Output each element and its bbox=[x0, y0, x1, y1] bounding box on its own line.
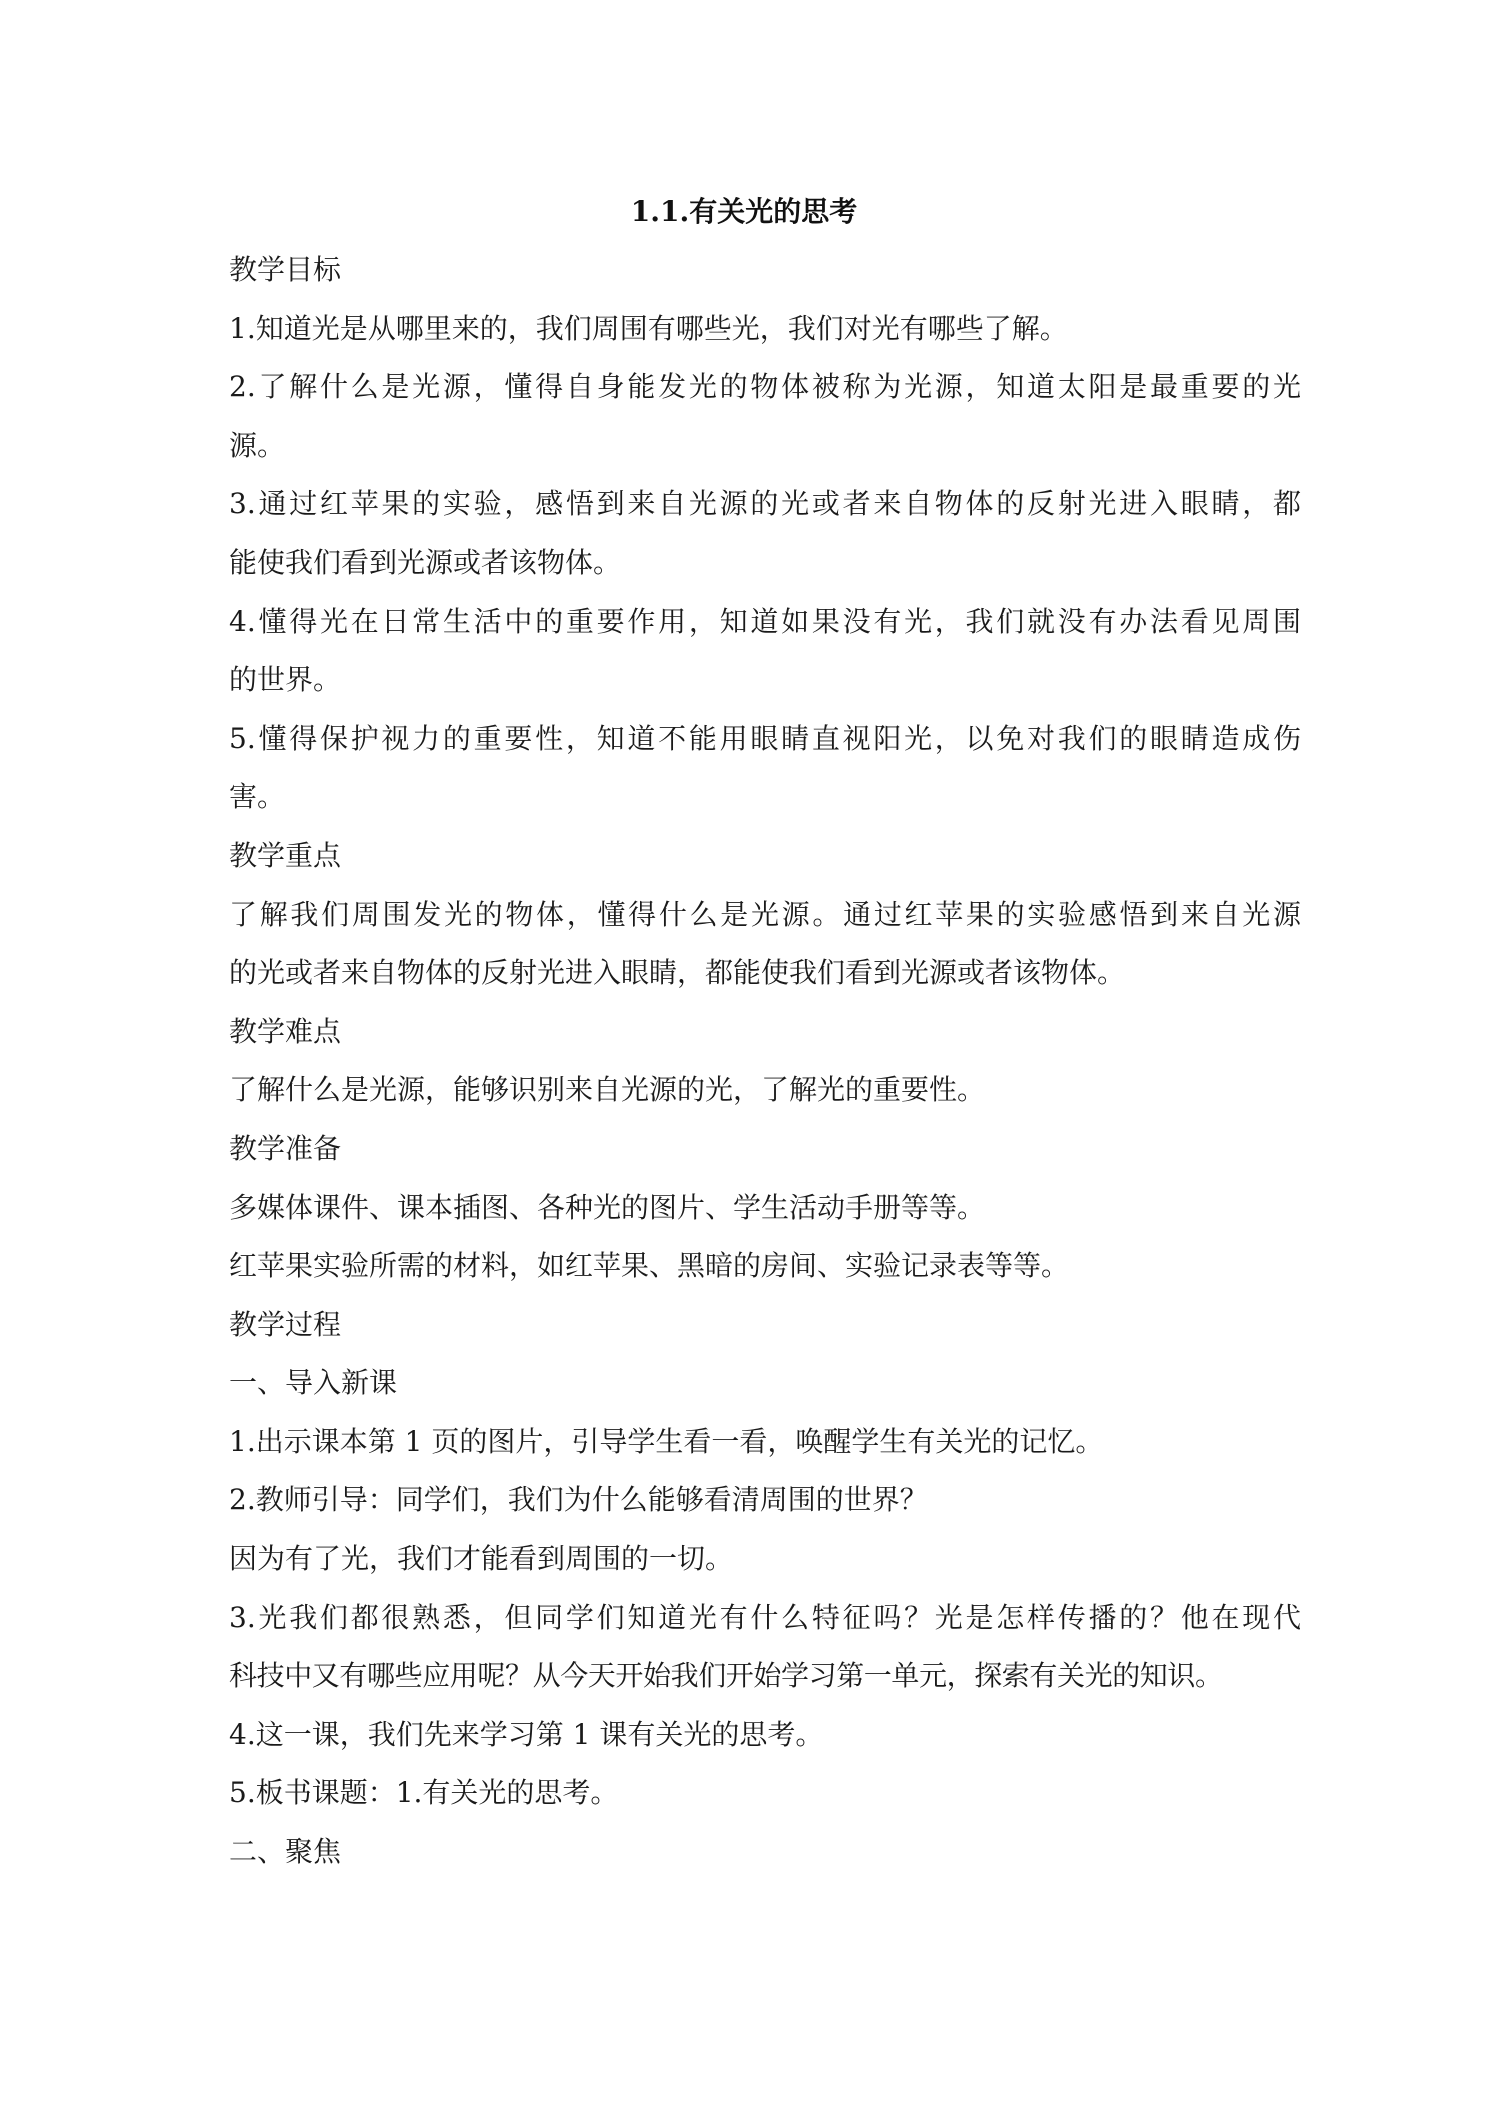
preparation-item-1: 多媒体课件、课本插图、各种光的图片、学生活动手册等等。 bbox=[229, 1190, 986, 1224]
objective-4-line-2: 的世界。 bbox=[229, 663, 342, 697]
document-title: 1.1.有关光的思考 bbox=[630, 195, 858, 228]
preparation-item-2: 红苹果实验所需的材料，如红苹果、黑暗的房间、实验记录表等等。 bbox=[229, 1249, 1070, 1283]
objective-3-line-1: 3.通过红苹果的实验，感悟到来自光源的光或者来自物体的反射光进入眼睛，都 bbox=[229, 487, 1301, 521]
key-points-line-1: 了解我们周围发光的物体，懂得什么是光源。通过红苹果的实验感悟到来自光源 bbox=[229, 897, 1301, 931]
subsection-heading-intro: 一、导入新课 bbox=[229, 1366, 398, 1400]
subsection-heading-focus: 二、聚焦 bbox=[229, 1835, 342, 1869]
intro-step-3-line-2: 科技中又有哪些应用呢？从今天开始我们开始学习第一单元，探索有关光的知识。 bbox=[229, 1659, 1223, 1693]
intro-step-5: 5.板书课题：1.有关光的思考。 bbox=[229, 1776, 619, 1810]
section-heading-preparation: 教学准备 bbox=[229, 1131, 342, 1165]
intro-step-3-line-1: 3.光我们都很熟悉，但同学们知道光有什么特征吗？光是怎样传播的？他在现代 bbox=[229, 1600, 1301, 1634]
section-heading-objectives: 教学目标 bbox=[229, 253, 342, 286]
section-heading-difficulties: 教学难点 bbox=[229, 1014, 342, 1048]
document-body bbox=[229, 241, 1301, 1882]
objective-5-line-1: 5.懂得保护视力的重要性，知道不能用眼睛直视阳光，以免对我们的眼睛造成伤 bbox=[229, 721, 1301, 755]
objective-2-line-1: 2.了解什么是光源，懂得自身能发光的物体被称为光源，知道太阳是最重要的光 bbox=[229, 370, 1301, 404]
intro-step-2: 2.教师引导：同学们，我们为什么能够看清周围的世界？ bbox=[229, 1483, 928, 1517]
key-points-line-2: 的光或者来自物体的反射光进入眼睛，都能使我们看到光源或者该物体。 bbox=[229, 956, 1126, 990]
difficulties-text: 了解什么是光源，能够识别来自光源的光，了解光的重要性。 bbox=[229, 1073, 986, 1107]
section-heading-process: 教学过程 bbox=[229, 1307, 342, 1341]
objective-4-line-1: 4.懂得光在日常生活中的重要作用，知道如果没有光，我们就没有办法看见周围 bbox=[229, 604, 1301, 638]
objective-5-line-2: 害。 bbox=[229, 780, 286, 814]
intro-step-1: 1.出示课本第 1 页的图片，引导学生看一看，唤醒学生有关光的记忆。 bbox=[229, 1424, 1104, 1458]
section-heading-key-points: 教学重点 bbox=[229, 838, 342, 872]
objective-2-line-2: 源。 bbox=[229, 428, 286, 462]
intro-step-4: 4.这一课，我们先来学习第 1 课有关光的思考。 bbox=[229, 1717, 824, 1751]
objective-1: 1.知道光是从哪里来的，我们周围有哪些光，我们对光有哪些了解。 bbox=[229, 311, 1068, 345]
intro-step-2-answer: 因为有了光，我们才能看到周围的一切。 bbox=[229, 1542, 734, 1576]
objective-3-line-2: 能使我们看到光源或者该物体。 bbox=[229, 545, 622, 579]
